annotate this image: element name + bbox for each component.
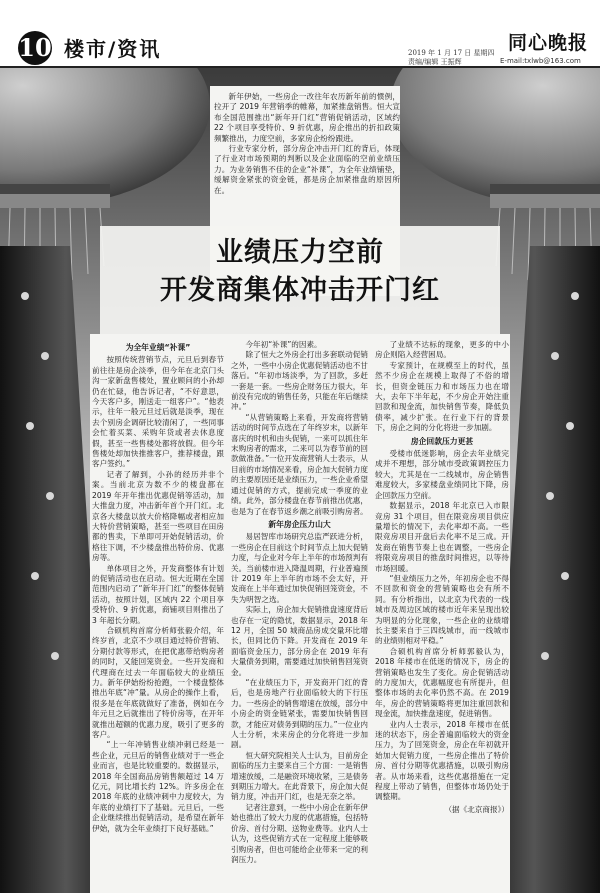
paragraph: 易居智库市场研究总监严跃进分析，一些房企在目前这个时间节点上加大促销力度，与企业对今年上半年的市场预判有关。当前楼市进入降温周期，行业普遍预计 2019 年上半年的市场不会太好，开发商在上半年通过加快促销回笼资金，不失为明智之选。: [231, 532, 368, 604]
paragraph: 合硕机构首席分析师张毅介绍，年终岁首，北京不少项目通过特价营销、分期付款等形式，在把优惠带给购房者的同时，又能回笼资金。一些开发商和代理商在过去一年面临较大的业绩压力。新年伊始纷纷抢跑，一个楼盘整体推出年底“冲”量。从房企的操作上看，很多是在年底就做好了准备，例如在今年元旦之后就推出了特价房等，在开年就推出超额的优惠力度，吸引了更多的客户。: [92, 625, 224, 740]
paragraph: “但业绩压力之外，年初房企也不得不回款和资金的营销策略也会有所不同。有分析指出，以北京为代表的一线城市及周边区域的楼市近年来呈现出较为明显的分化现象，一些企业的业绩增长主要来自于三四线城市，而一线城市的业绩则相对平稳。”: [375, 573, 509, 646]
subheading: 为全年业绩“补课”: [125, 343, 191, 352]
paragraph: 业内人士表示，2018 年楼市在低迷的状态下，房企普遍面临较大的资金压力，为了回笼资金，房企在年初就开始加大促销力度，一些房企推出了特价房、首付分期等优惠措施，以吸引购房者。从市场来看，这些优惠措施在一定程度上带动了销售，但整体市场仍处于调整期。: [375, 719, 509, 802]
masthead: [0, 0, 600, 68]
issue-date: 2019 年 1 月 17 日 星期四: [408, 49, 495, 57]
page-number: 10: [18, 31, 52, 65]
paragraph: 除了恒大之外房企打出多套联动促销之外，一些中小房企优惠促销活动也不甘落后。“年初市场淡季，为了回款，多赶一套是一套。一些房企财务压力很大，年前没有完成的销售任务，只能在年后继续冲。”: [231, 350, 368, 412]
paragraph: 新年伊始，一些房企一改往年农历新年前的惯例，拉开了 2019 年营销季的帷幕，加紧推盘销售。恒大宣布全国范围推出“新年开门红”营销促销活动，区域约 22 个项目享受特价、9 折优惠，房企推出的折扣政策频繁推出，力度空前，多家房企纷纷跟进。: [214, 92, 400, 143]
paragraph: 今年初“补课”的因素。: [245, 340, 322, 349]
subheading: 新年房企压力山大: [268, 519, 331, 529]
paragraph: “在业绩压力下，开发商开门红的背后，也是房地产行业面临较大的下行压力。一些房企的销售增速在放缓，部分中小房企的资金链紧张，需要加快销售回款，才能应对债务到期的压力。”一位业内人士分析，未来房企的分化将进一步加剧。: [231, 678, 368, 750]
subheading: 房企回款压力更甚: [410, 436, 474, 446]
paragraph: 合硕机构首席分析师郭毅认为，2018 年楼市在低迷的情况下，房企的营销策略也发生了变化。房企促销活动的力度加大，优惠幅度也有所提升，但整体市场的去化率仍然不高。在 2019 年，房企的营销策略将更加注重回款和现金流，加快推盘速度，促进销售。: [375, 646, 509, 719]
paragraph: 受楼市低迷影响，房企去年业绩完成并不理想，部分城市受政策调控压力较大，尤其是在一二线城市，房企销售难度较大，多家楼盘业绩同比下降，房企回款压力空前。: [375, 449, 509, 500]
article-column-3: [375, 340, 509, 888]
editor-credit: 责编/编辑 王振辉: [408, 58, 462, 66]
paragraph: 记者注意到，一些中小房企在新年伊始也推出了较大力度的优惠措施，包括特价房、首付分期、送物业费等。业内人士认为，这些促销方式在一定程度上能够吸引购房者，但也可能给企业带来一定的利润压力。: [231, 802, 368, 864]
paragraph: 恒大研究院相关人士认为，目前房企面临的压力主要来自三个方面：一是销售增速放缓，二是融资环境收紧，三是债务到期压力增大。在此背景下，房企加大促销力度，冲击开门红，也是无奈之举。: [231, 750, 368, 802]
paragraph: 了业绩不达标的现象，更多的中小房企则陷入经营困局。: [375, 340, 509, 360]
paragraph: 记者了解到，小孙的经历并非个案。当前北京为数不少的楼盘都在 2019 年开年推出优惠促销等活动，加大推盘力度，冲击新年首个开门红。北京各大楼盘以放大价格降幅或者相应加大特价营销策略，甚至一些项目在田房都的售卖，下单即可开始促销活动，价格往下调，不少楼盘推出特价房、优惠房等。: [92, 469, 224, 563]
section-title: 楼市/资讯: [64, 37, 162, 61]
paragraph: 专家预计，在规模至上的时代，虽然不少房企在规模上取得了不俗的增长，但资金链压力和市场压力也在增大，去年下半年起，不少房企开始注重回款和现金流，加快销售节奏，降低负债率，减少扩张。在行业下行的背景下，房企之间的分化将进一步加剧。: [375, 360, 509, 433]
newspaper-name: 同心晚报: [508, 32, 589, 54]
source-credit: （据《北京商报》）: [444, 804, 509, 814]
paragraph: 实际上，房企加大促销推盘速度背后也存在一定的隐忧，数据显示，2018 年 12 月，全国 50 城商品房成交量环比增长，但同比仍下降。开发商在 2019 年面临资金压力，部分房企在 2019 年有大量债务到期，需要通过加快销售回笼资金。: [231, 605, 368, 677]
headline: [0, 234, 600, 310]
contact-email: E-mail:txlwb@163.com: [500, 57, 581, 65]
paragraph: 数据显示，2018 年北京已入市限竞房 31 个项目，但在限竞房项目供应量增长的情况下，去化率却不高。一些限竞房项目开盘后去化率不足三成。开发商在销售节奏上也在调整，一些房企将限竞房项目的推盘时间推迟，以等待市场回暖。: [375, 501, 509, 573]
paragraph: 单体项目之外，开发商整体有计划的促销活动也在启动。恒大近期在全国范围内启动了“新年开门红”的整体促销活动，按照计划，区域内 22 个项目享受特价、9 折优惠，商铺项目则推出了 3 年超长分期。: [92, 563, 224, 625]
article-column-2: [231, 340, 368, 888]
paragraph: “从营销策略上来看，开发商将营销活动的时间节点选在了年终岁末，以新年喜庆的时机和由头促销，一来可以抓住年末购房者的需求，二来可以为春节前的回款做准备。”一位开发商营销人士表示，从目前的市场情况来看，房企加大促销力度的主要原因还是业绩压力，一些企业希望通过促销的方式，提前完成一季度的业绩。此外，部分楼盘在春节前推出优惠，也是为了在春节返乡潮之前吸引购房者。: [231, 412, 368, 516]
paragraph: 行业专家分析，部分房企冲击开门红的背后，体现了行业对市场预期的判断以及企业面临的空前业绩压力。为业务销售不佳的企业“补课”，为全年业绩铺垫，缓解资金紧张的资金链，都是房企加紧推盘的原因所在。: [214, 144, 400, 195]
article-column-1: [92, 340, 224, 888]
top-text-block: [214, 92, 400, 220]
paragraph: “上一年冲销售业绩冲刺已经是一些企业，元旦后的销售业绩对于一些企业而言，也是比较重要的。数据显示，2018 年全国商品房销售额超过 14 万亿元，同比增长约 12%。许多房企在 2018 年底的业绩冲刺中力度较大，为年底的业绩打下了基础。元旦后，一些企业继续推出促销活动，是希望在新年伊始，就为全年业绩打下良好基础。”: [92, 740, 224, 833]
headline-line-1: 业绩压力空前: [216, 237, 384, 268]
paragraph: 按照传统营销节点，元旦后到春节前往往是房企淡季，但今年在北京门头沟一家新盘售楼处，置业顾问的小孙却仍在忙碌，他告诉记者，“不好意思，今天客户多，刚送走一组客户”。“他表示，往年一般元旦过后就是淡季，现在去个别房企调研比较清闲了，一些同事会忙着买菜、采购年货或者去休息度假，甚至一些售楼处都将放假。但今年售楼处却加快推推客户，推荐楼盘，跟客户签约。”: [92, 355, 224, 469]
headline-line-2: 开发商集体冲击开门红: [160, 275, 440, 306]
